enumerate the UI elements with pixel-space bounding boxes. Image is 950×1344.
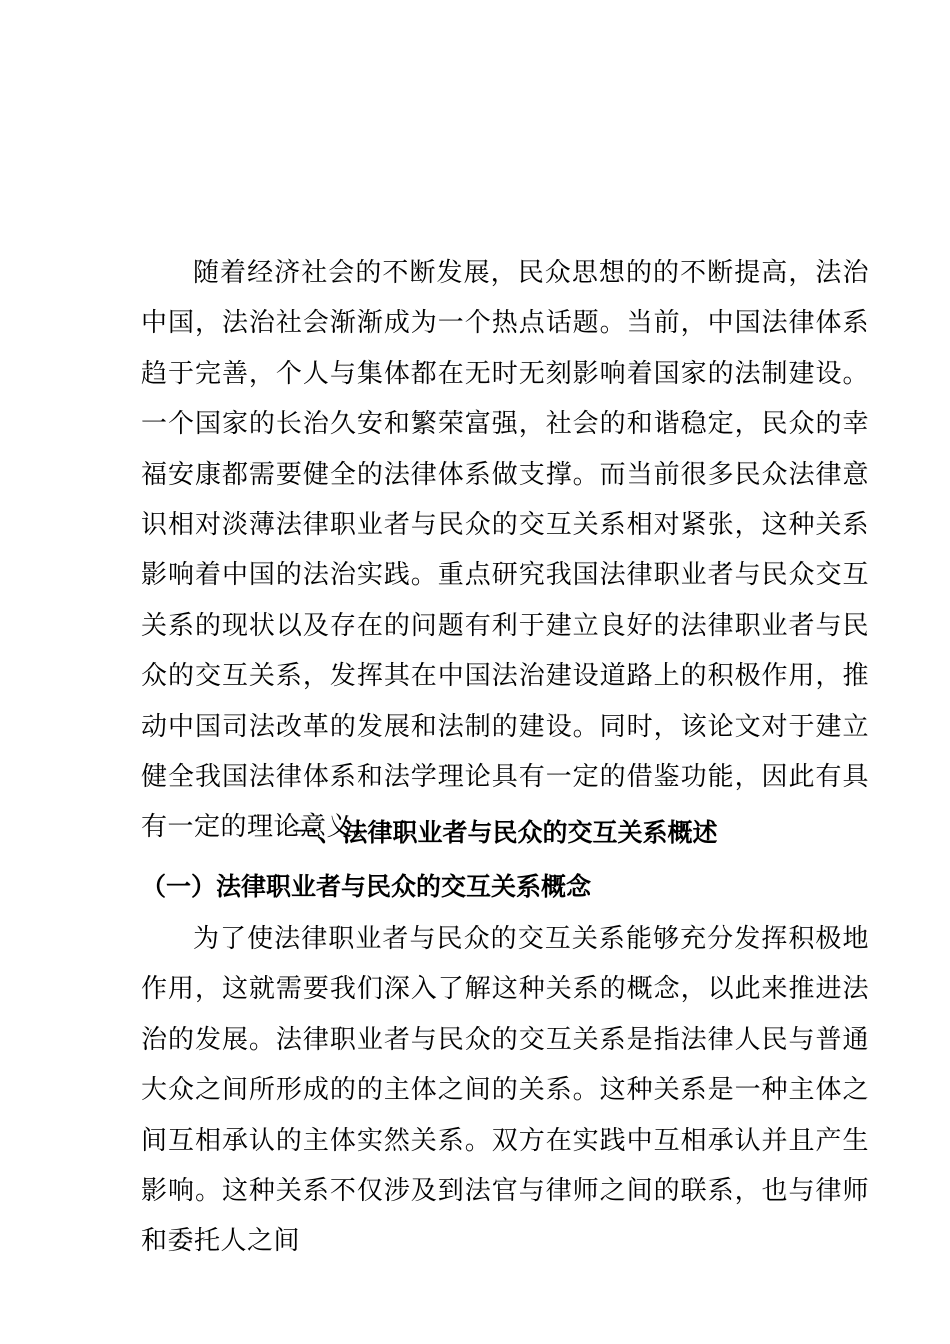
subsection-paragraph: 为了使法律职业者与民众的交互关系能够充分发挥积极地作用，这就需要我们深入了解这种关系的概念，以此来推进法治的发展。法律职业者与民众的交互关系是指法律人民与普通大众之间所形成的的主体之间的关系。这种关系是一种主体之间互相承认的主体实然关系。双方在实践中互相承认并且产生影响。这种关系不仅涉及到法官与律师之间的联系，也与律师和委托人之间 — [141, 924, 869, 1257]
subsection-heading: （一）法律职业者与民众的交互关系概念 — [141, 872, 592, 901]
intro-paragraph: 随着经济社会的不断发展，民众思想的的不断提高，法治中国，法治社会渐渐成为一个热点话题。当前，中国法律体系趋于完善，个人与集体都在无时无刻影响着国家的法制建设。一个国家的长治久安和繁荣富强，社会的和谐稳定，民众的幸福安康都需要健全的法律体系做支撑。而当前很多民众法律意识相对淡薄法律职业者与民众的交互关系相对紧张，这种关系影响着中国的法治实践。重点研究我国法律职业者与民众交互关系的现状以及存在的问题有利于建立良好的法律职业者与民众的交互关系，发挥其在中国法治建设道路上的积极作用，推动中国司法改革的发展和法制的建设。同时，该论文对于建立健全我国法律体系和法学理论具有一定的借鉴功能，因此有具有一定的理论意义。 — [141, 258, 869, 843]
section-heading: 一、法律职业者与民众的交互关系概述 — [292, 818, 718, 847]
